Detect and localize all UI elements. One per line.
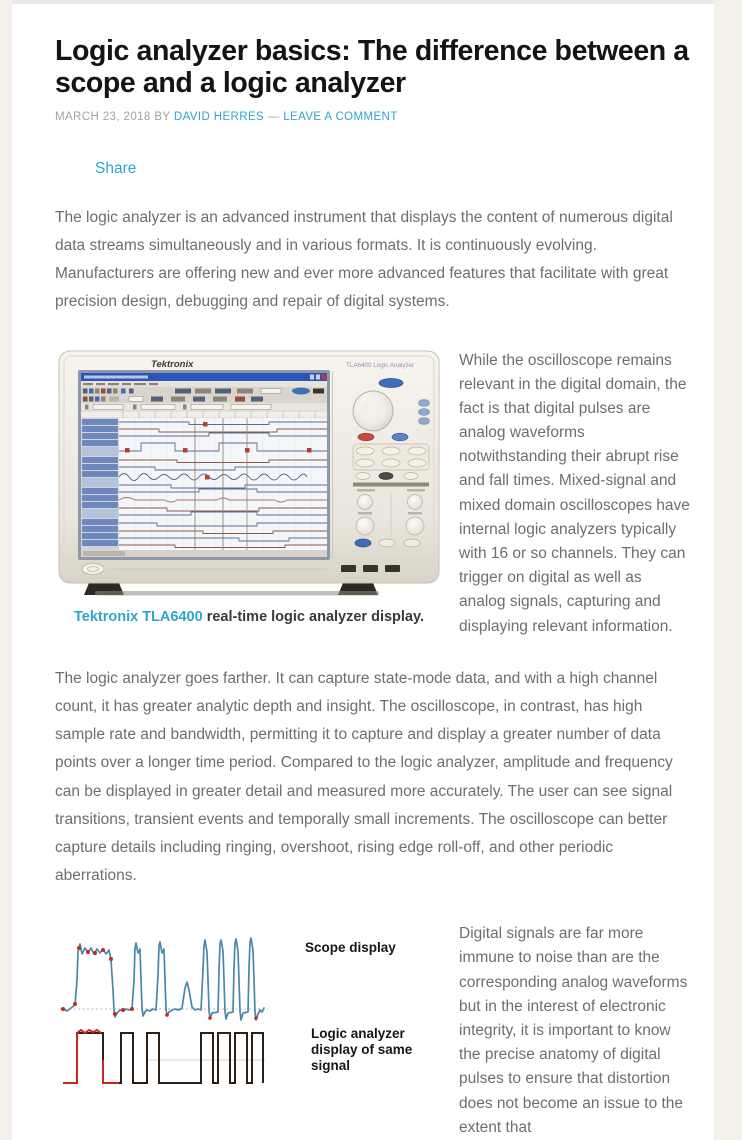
waveform-figure xyxy=(55,920,443,1110)
device-figure xyxy=(55,347,443,625)
article-card xyxy=(12,0,714,1140)
stop-button xyxy=(358,433,374,441)
svg-text:Logic analyzer: Logic analyzer xyxy=(311,1026,405,1042)
channel-labels xyxy=(82,419,118,546)
middle-paragraph: The logic analyzer goes farther. It can capture state-mode data, and with a high channel count, it has greater analytic depth and insight. The oscilloscope, in contrast, has high sample rate and bandwidth, permitting it to capture and display a greater number of data points over a longer time period. Compared to the logic analyzer, amplitude and frequency can be displayed in greater detail and measured more accurately. The user can see signal transitions, transient events and temporally small increments. The oscilloscope can better capture details including ringing, overshoot, rising edge roll-off, and other periodic aberrations. xyxy=(55,669,673,885)
scope-display-label: Scope display xyxy=(305,940,396,956)
caption-product-link[interactable]: Tektronix TLA6400 xyxy=(73,608,203,625)
logic-trace-red-segments xyxy=(63,1030,119,1083)
byline-dash: — xyxy=(267,110,280,123)
svg-text:display of same: display of same xyxy=(311,1042,413,1058)
leave-comment-link[interactable]: LEAVE A COMMENT xyxy=(283,110,398,123)
intro-paragraph: The logic analyzer is an advanced instrument that displays the content of numerous digital data streams simultaneously and in various formats. It is continuously evolving. Manufacturers are offering new and ever more advanced features that facilitate with great precision design, debugging and repair of digital systems. xyxy=(55,208,673,311)
device-model-label: TLA6400 Logic Analyzer xyxy=(346,361,415,369)
logic-display-label xyxy=(311,1026,413,1073)
logic-analyzer-photo xyxy=(55,347,443,599)
page-title: Logic analyzer basics: The difference between a scope and a logic analyzer xyxy=(55,35,689,99)
power-button xyxy=(82,563,104,574)
connector-slot xyxy=(341,565,356,572)
logic-trace xyxy=(63,1033,263,1083)
svg-text:signal: signal xyxy=(311,1058,351,1074)
share-link[interactable]: Share xyxy=(95,159,137,177)
scope-trace xyxy=(63,938,264,1020)
side-paragraph-2: Digital signals are far more immune to noise than are the corresponding analog waveforms but in the interest of electronic integrity, it is important to know the precise anatomy of digital pulses to ensure that distortion does not become an issue to the extent that xyxy=(459,925,688,1136)
run-button xyxy=(392,433,408,441)
byline: MARCH 23, 2018 BY DAVID HERRES — LEAVE A COMMENT xyxy=(55,110,398,123)
connector-slot xyxy=(385,565,400,572)
figure-caption: Tektronix TLA6400 real-time logic analyzer display. xyxy=(73,608,425,625)
device-brand-label: Tektronix xyxy=(151,358,194,370)
device-media-row xyxy=(55,347,692,639)
post-date: MARCH 23, 2018 xyxy=(55,110,151,123)
share-row xyxy=(55,160,692,178)
waveform-comparison-image xyxy=(55,920,443,1110)
waveform-media-row xyxy=(55,920,692,1140)
connector-slot xyxy=(363,565,378,572)
side-paragraph-1: While the oscilloscope remains relevant in the digital domain, the fact is that digital pulses are analog waveforms notwithstanding their abrupt rise and fall times. Mixed-signal and mixed domain oscilloscopes have internal logic analyzers typically with 16 or so channels. They can trigger on digital as well as analog signals, capturing and displaying relevant information. xyxy=(459,351,690,635)
author-link[interactable]: DAVID HERRES xyxy=(173,110,265,123)
